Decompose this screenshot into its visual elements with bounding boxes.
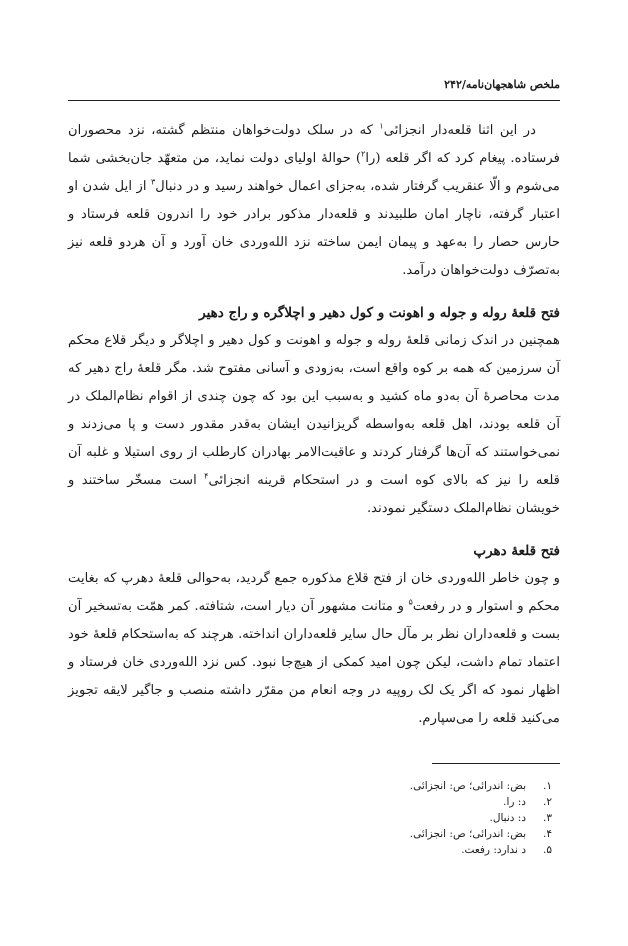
text-run: از ایل شدن او اعتبار گرفته، ناچار امان طلبیدند و قلعه‌دار مذکور برادر خود را اندرون قلعه فرستاد و حارس حصار را به‌عهد و پیمان ایمن ساخته نزد الله‌وردی خان آورد و آن هردو قلعه نیز به‌تصرّف دولت‌خواهان درآمد. — [68, 179, 560, 278]
footnote — [68, 842, 560, 858]
text-run: و چون خاطر الله‌وردی خان از فتح قلاع مذکوره جمع گردید، به‌حوالی قلعهٔ دهرپ که بغایت محکم و استوار و در رفعت — [68, 571, 560, 614]
section-heading: فتح قلعهٔ روله و جوله و اهونت و کول دهیر و اچلاگره و راج دهیر — [199, 305, 560, 321]
text-run: است مسخّر ساختند و خویشان نظام‌الملک دستگیر نمودند. — [68, 473, 560, 516]
paragraph — [68, 117, 560, 285]
paragraph — [68, 327, 560, 523]
footnote-marker: ۴ — [204, 471, 209, 481]
footnotes — [68, 778, 560, 858]
footnote-number: ۳. — [543, 812, 552, 824]
text-run: در این اثنا قلعه‌دار انجزائی — [383, 123, 536, 138]
footnote-number: ۴. — [543, 828, 552, 840]
paragraph — [68, 565, 560, 733]
footnote-marker: ۱ — [379, 121, 384, 131]
footnote-marker: ۵ — [408, 597, 413, 607]
running-head: ملخص شاهجهان‌نامه/۲۴۲ — [444, 78, 560, 91]
text-run: همچنین در اندک زمانی قلعهٔ روله و جوله و اهونت و کول دهیر و اچلاگر و دیگر قلاع محکم آن سرزمین که همه بر کوه واقع است، به‌زودی و آسانی مفتوح شد. مگر قلعهٔ راج دهیر که مدت محاصرهٔ آن به‌دو ماه کشید و به‌سبب این بود که چون چندی از اقوام نظام‌الملک در آن قلعه بودند، اهل قلعه به‌واسطه گریزانیدن ایشان به‌قدر مقدور دست و پا می‌زدند و نمی‌خواستند که آن‌ها گرفتار کردند و عاقبت‌الامر بهادران کارطلب از روی استیلا و غلبه آن قلعه را نیز که بالای کوه است و در استحکام قرینه انجزائی — [68, 333, 560, 488]
footnote-text: بض: اندرائی؛ ص: انجزائی. — [409, 828, 526, 840]
text-run: ) حوالهٔ اولیای دولت نماید، من متعهّد جان‌بخشی شما می‌شوم و الّا عنقریب گرفتار شده، به‌جزای اعمال خواهند رسید و در دنبال — [68, 151, 560, 194]
footnote — [68, 810, 560, 826]
body-text — [68, 117, 560, 733]
footnote — [68, 826, 560, 842]
footnote-marker: ۳ — [151, 177, 156, 187]
footnote-number: ۲. — [543, 796, 552, 808]
footnote-text: د: دنبال. — [489, 812, 526, 824]
footnote-rule — [432, 763, 560, 764]
footnote-text: د ندارد: رفعت. — [461, 844, 526, 856]
text-run: که در سلک دولت‌خواهان منتظم گشته، نزد محصوران فرستاده. پیغام کرد که اگر قلعه (را — [68, 123, 560, 166]
header-rule — [68, 100, 560, 101]
footnote-text: بض: اندرائی؛ ص: انجزائی. — [409, 780, 526, 792]
text-run: و متانت مشهور آن دیار است، شتافته. کمر همّت به‌تسخیر آن بست و قلعه‌داران نظر بر مآل حال سایر قلعه‌داران انداخته. هرچند که به‌استحکام قلعهٔ خود اعتماد تمام داشت، لیکن چون امید کمکی از هیچ‌جا نبود. کس نزد الله‌وردی خان فرستاد و اظهار نمود که اگر یک لک روپیه در وجه انعام من مقرّر داشته منصب و جاگیر لایقه تجویز می‌کنید قلعه را می‌سپارم. — [68, 599, 560, 726]
footnote-number: ۱. — [543, 780, 552, 792]
footnote — [68, 794, 560, 810]
footnote-marker: ۲ — [361, 149, 366, 159]
book-page — [68, 0, 560, 946]
footnote-number: ۵. — [543, 844, 552, 856]
footnote-text: د: را. — [503, 796, 526, 808]
footnote — [68, 778, 560, 794]
section-heading: فتح قلعهٔ دهرپ — [473, 543, 560, 559]
